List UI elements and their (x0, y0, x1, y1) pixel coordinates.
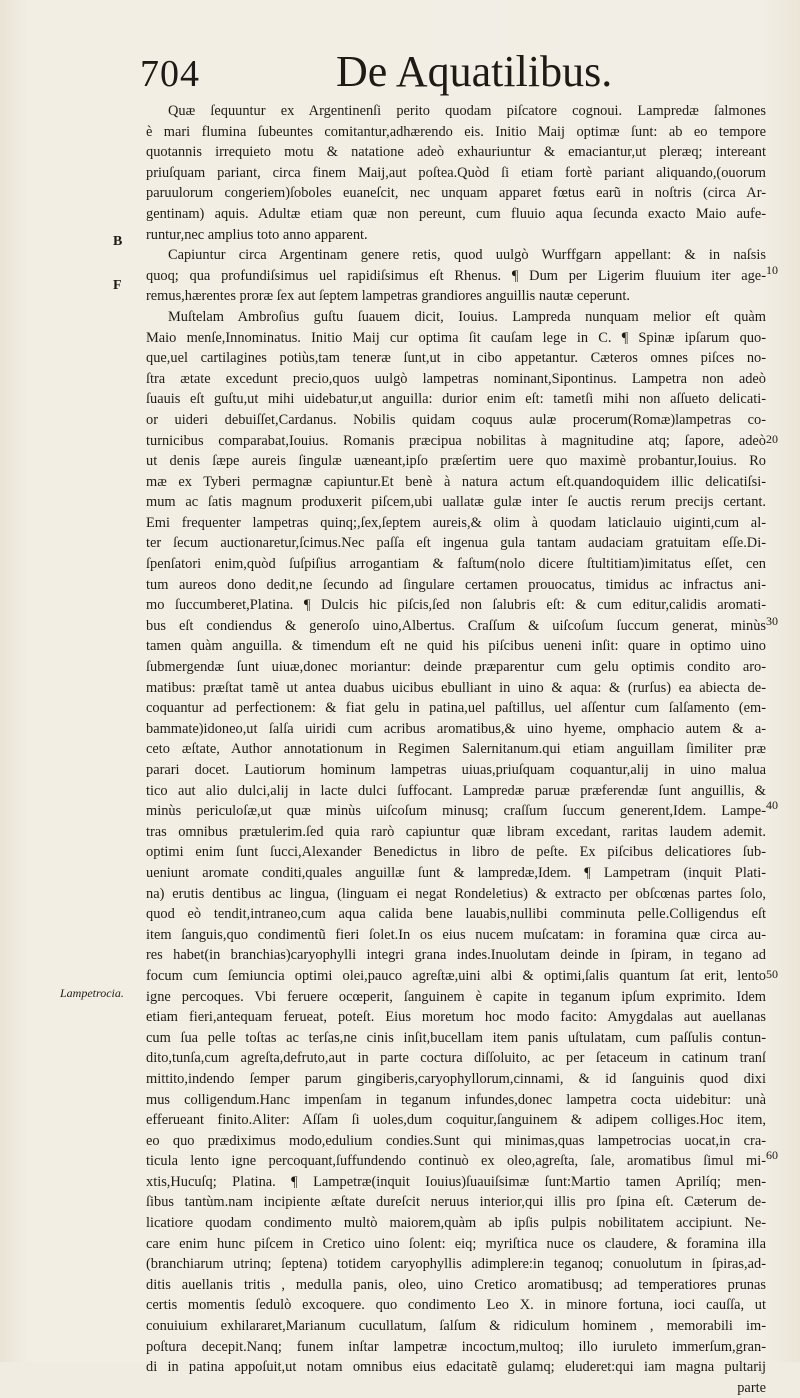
margin-letter-b: B (113, 234, 123, 249)
text-line: xtis,Hucuſq; Platina. ¶ Lampetræ(inquit Iouius)ſuauiſsimæ ſunt:Martio tamen Aprilíq; men- (146, 1173, 766, 1190)
text-line: que,uel cartilagines potiùs,tam teneræ ſunt,ut in cibo appetantur. Cæteros omnes piſces no- (146, 350, 766, 367)
text-line: focum cum ſemiuncia optimi olei,pauco agreſtæ,uini albi & optimi,ſalis quantum ſat erit, lento (146, 967, 766, 984)
text-line: dito,tunſa,cum agreſta,defruto,aut in parte coctura diſſoluito, ac per ſetaceum in catinum tranſ (146, 1050, 766, 1067)
text-line: ceto æſtate, Author annotationum in Regimen Salernitanum.qui etiam anguillam ſimiliter præ (146, 741, 766, 758)
text-line: gentinam) aquis. Adultæ etiam quæ non pereunt, cum fluuio aqua ſecunda exacto Maio aufe- (146, 205, 766, 222)
text-line: mo ſuccumberet,Platina. ¶ Dulcis hic piſcis,ſed non ſalubris eſt: & cum editur,calidis aromati- (146, 597, 766, 614)
text-line: di in patina appoſuit,ut notam omnibus eius edacitatẽ gulamq; eluderet:qui iam magna pultarij (146, 1359, 766, 1376)
page-number: 704 (140, 53, 200, 95)
text-line: or uideri debuiſſet,Cardanus. Nobilis quidam coquus aulæ procerum(Romæ)lampetras co- (146, 411, 766, 428)
text-line: item ſanguis,quo condimentũ fieri ſolet.In os eius nucem muſcatam: in foramina quæ circa au- (146, 926, 766, 943)
text-line: runtur,nec amplius toto anno apparent. (146, 226, 368, 243)
text-line: ſuauis eſt guſtu,ut mihi uidebatur,ut anguilla: durior enim eſt: tametſi mihi non aſſueto delicati- (146, 391, 766, 408)
text-line: ut denis ſæpe aureis ſingulæ uæneant,ipſo præſertim uere quo maximè probantur,Iouius. Ro (146, 453, 766, 470)
margin-line-number-10: 10 (766, 263, 778, 277)
text-line: Emi frequenter lampetras quinq;,ſex,ſeptem aureis,& olim à quodam laticlauio uiginti,cum al- (146, 514, 766, 531)
text-line: parari docet. Lautiorum hominum lampetras uiuas,priuſquam coquantur,alij in uino malua (146, 762, 766, 778)
body-text (146, 101, 766, 1398)
text-line: conuiuium exhilararet,Marianum cucullatum, ſalſum & ridiculum hominem , memorabili im- (146, 1318, 766, 1335)
margin-line-number-50: 50 (766, 967, 778, 981)
text-line: etiam fieri,antequam ferueat, poteſt. Eius moretum hoc modo facito: Amygdalas aut auellanas (146, 1009, 766, 1026)
text-line: mittito,indendo ſemper parum gingiberis,caryophyllorum,cinnami, & id ſanguinis quod dixi (146, 1070, 766, 1087)
margin-line-number-60: 60 (766, 1148, 778, 1162)
text-line: (branchiarum utrinq; ſeptena) totidem caryophyllis adimplere:in teganoq; conuolutum in ſpiras,ad- (146, 1256, 766, 1273)
text-line: ditis auellanis tritis , medulla panis, oleo, uino Cretico aromatibusq; ad temperatiores prunas (146, 1276, 766, 1293)
text-line: Quæ ſequuntur ex Argentinenſi perito quodam piſcatore cognoui. Lampredæ ſalmones (168, 103, 766, 119)
text-line: turnicibus comparabat,Iouius. Romanis præcipua nobilitas à magnitudine atq; ſapore, adeò (146, 432, 766, 449)
text-line: tras omnibus prætulerim.ſed quia rarò capiuntur quæ libram excedant, raritas laudem ademit. (146, 823, 766, 840)
margin-note-lampetrocia: Lampetrocia. (60, 986, 124, 1000)
text-line: certis momentis ſedulò excoquere. quo condimento Leo X. in minore fortuna, ioci cauſſa, ut (146, 1297, 766, 1314)
text-line: Maio menſe,Innominatus. Initio Maij cur optima ſit cauſam lege in C. ¶ Spinæ ipſarum quo- (146, 329, 766, 346)
text-line: ſubmergendæ ſunt uiuæ,donec moriantur: deinde præparentur cum gelu optimis condito aro- (146, 659, 766, 676)
text-line: licatiore quodam condimento multò maiorem,quàm ab ipſis pulpis nobilitatem accipiunt. Ne- (146, 1215, 766, 1232)
text-line: quoq; qua profundiſsimus uel rapidiſsimus eſt Rhenus. ¶ Dum per Ligerim fluuium iter age- (146, 267, 766, 284)
text-line: eo quo prædiximus modo,edulium condies.Sunt qui minimas,quas lampetrocias uocat,in cra- (146, 1132, 766, 1149)
text-line: è mari flumina ſubeuntes comitantur,adhærendo eis. Initio Maij optimæ ſunt: ab eo tempore (146, 123, 766, 140)
text-line: Muſtelam Ambroſius guſtu ſuauem dicit, Iouius. Lampreda nunquam melior eſt quàm (168, 308, 766, 325)
page-header (140, 46, 620, 102)
text-line: ſibus tantùm.nam incipiente æſtate dureſcit neruus interior,qui illis pro ſpina eſt. Cæterum de- (146, 1194, 766, 1211)
margin-line-number-20: 20 (766, 432, 778, 446)
text-line: res habet(in branchias)caryophylli integri grana indes.Inuolutam deinde in ſpiram, in tegano ad (146, 947, 766, 964)
text-line: cum ſua pelle toſtas ac terſas,ne cinis inſit,bucellam item panis uſtulatam, cum paſſulis contun- (146, 1029, 766, 1046)
text-line: poſtura decepit.Nanq; funem inſtar lampetræ incoctum,multoq; illo iuruleto immerſum,gran- (146, 1338, 766, 1355)
text-line: care enim hunc piſcem in Cretico uino ſolent: eiq; myriſtica nuce os claudere, & foramina illa (146, 1235, 766, 1252)
text-line: ueniunt aromate conditi,quales anguillæ ſunt & lampredæ,Idem. ¶ Lampetram (inquit Plati- (146, 864, 766, 881)
text-line: igne percoques. Vbi feruere ocœperit, ſanguinem è capite in teganum ipſum exprimito. Idem (146, 988, 766, 1005)
text-line: priuſquam pariant, circa finem Maij,aut poſtea.Quòd ſi etiam fortè pariant aliquando,(ouorum (146, 164, 766, 181)
margin-line-number-30: 30 (766, 614, 778, 628)
text-line: tum aureos dono dedit,ne ſecundo ad ſingulare certamen prouocatus, timidus ac infractus ani- (146, 576, 766, 593)
text-line: mum ac ſatis magnum produxerit piſcem,ubi uallatæ gulæ inter ſe auctis rerum precijs certant. (146, 494, 766, 511)
text-line: minùs periculoſæ,ut quæ minùs uiſcoſum minusq; craſſum ſuccum generent,Idem. Lampe- (146, 803, 766, 820)
text-line: Capiuntur circa Argentinam genere retis, quod uulgò Wurffgarn appellant: & in naſsis (168, 247, 766, 264)
text-line: na) erutis dentibus ac lingua, (linguam ei negat Rondeletius) & extracto per obſcœnas partes ſolo, (146, 885, 766, 902)
text-line: bus eſt condiendus & generoſo uino,Albertus. Craſſum & uiſcoſum ſuccum generat, minùs (146, 617, 766, 634)
text-line: quotannis irrequieto motu & natatione adeò exhauriuntur & emaciantur,ut pleræq; intereant (146, 144, 766, 161)
text-line: tico aut alio dulci,alij in lacte dulci ſuffocant. Lampredæ paruæ præferendæ ſunt anguillis, & (146, 782, 766, 799)
text-line: ſpenſatori enim,quòd ſuſpiſius arrogantiam & faſtum(nolo dicere ſtultitiam)imitatus eſſet, cen (146, 556, 766, 573)
text-line: ſtra ætate excedunt precio,quos uulgò lampetras nominant,Sipontinus. Lampetra non adeò (146, 370, 766, 387)
text-line: mus colligendum.Hanc impenſam in teganum infundes,donec lampetra cocta uidebitur: unà (146, 1091, 766, 1108)
margin-letter-f: F (113, 278, 122, 293)
text-line: matibus: præſtat tamẽ ut antea duabus uicibus ebulliant in uino & aqua: & (rurſus) ea abiecta de- (146, 679, 766, 696)
text-line: tamen quàm anguilla. & timendum eſt ne quid his piſcibus ueneni inſit: quare in optimo uino (146, 638, 766, 655)
running-title: De Aquatilibus. (336, 47, 613, 96)
text-line: remus,hærentes proræ ſex aut ſeptem lampetras grandiores anguillis nautæ ceperunt. (146, 288, 630, 305)
text-line: ter ſecum auctionaretur,ſcimus.Nec paſſa eſt ingenua gula tantam audaciam gratuitam eſſe.Di- (146, 535, 766, 552)
text-line: efferueant finito.Aliter: Aſſam ſi uoles,dum coquitur,ſanguinem & adipem colliges.Hoc item, (146, 1112, 766, 1129)
text-line: ticula lento igne percoquant,ſuffundendo continuò ex oleo,agreſta, ſale, aromatibus ſimul mi- (146, 1153, 766, 1170)
text-line: coquantur ad perfectionem: & fiat gelu in patina,uel paſtillus, uel aſſentur cum ſalſamento (em- (146, 700, 766, 717)
text-line: quod eò tendit,intraneo,cum aqua calida bene lauabis,nullibi comminuta pelle.Colligendus eſt (146, 906, 766, 923)
margin-line-number-40: 40 (766, 798, 778, 812)
text-line: mæ ex Tyberi permagnæ capiuntur.Et benè à natura actum eſt.quandoquidem illic delicatiſsi- (146, 473, 766, 490)
text-line: bammate)idoneo,ut ſalſa uiridi cum acribus aromatibus,& uino hyeme, omphacio autem & a- (146, 720, 766, 737)
catchword: parte (737, 1379, 766, 1396)
text-line: paruulorum congeriem)ſoboles euaneſcit, nec unquam apparet fœtus earũ in noſtris (circa Ar- (146, 185, 766, 202)
text-line: optimi enim ſunt ſucci,Alexander Benedictus in libro de peſte. Ex piſcibus delicatiores ſub- (146, 844, 766, 861)
